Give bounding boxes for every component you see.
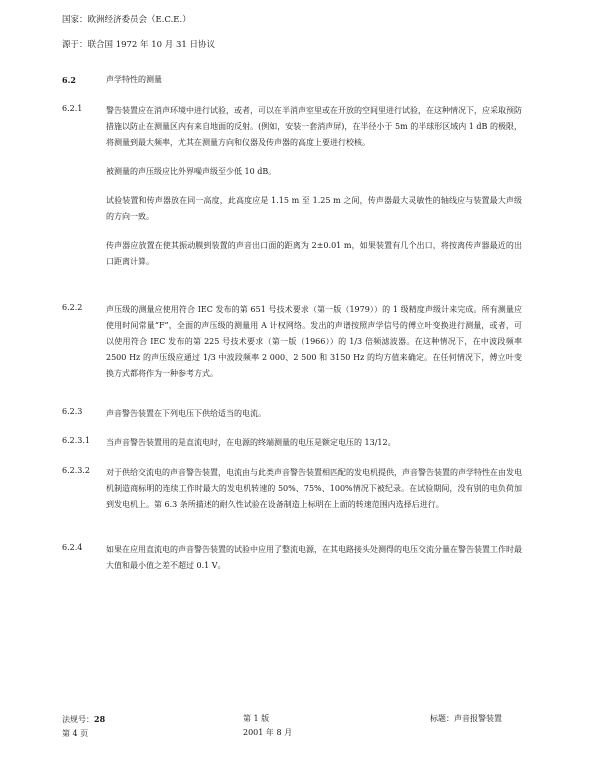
footer-title: 标题：声音报警装置 [430,714,502,723]
footer-reg-line [62,712,105,727]
paragraph: 如果在应用直流电的声音警告装置的试验中应用了整流电源，在其电路接头处测得的电压交流分量在警告装置工作时最大值和最小值之差不超过 0.1 V。 [106,545,522,570]
footer-reg-number: 28 [94,714,106,724]
paragraph: 传声器应放置在使其振动膜到装置的声音出口面的距离为 2±0.01 m，如果装置有几个出口，将按离传声器最近的出口距离计算。 [106,241,522,266]
paragraph: 声音警告装置在下列电压下供给适当的电流。 [106,409,266,418]
section-body [106,302,522,395]
paragraph: 声压级的测量应使用符合 IEC 发布的第 651 号技术要求（第一版（1979））的 1 级精度声级计来完成。所有测量应使用时间常量“F”，全面的声压级的测量用 A 计权网络。发出的声谱按照声学信号的傅立叶变换进行测量，或者，可以使用符合 IEC 发布的第 225 号技术要求（第一版（1966））的 1/3 倍频滤波器。在这种情况下，在中波段频率 2500 Hz 的声压级应通过 1/3 中波段频率 2 000、2 500 和 3150 Hz 的均方值来确定。在任何情况下，傅立叶变换方式都将作为一种参考方式。 [106,305,522,378]
section-number: 6.2.3.2 [62,466,90,475]
footer-left [62,712,105,741]
section-number: 6.2.3 [62,407,83,416]
paragraph: 试验装置和传声器放在同一高度，此高度应是 1.15 m 至 1.25 m 之间，传声器最大灵敏性的轴线应与装置最大声级的方向一致。 [106,196,522,221]
footer-date: 2001 年 8 月 [243,728,293,737]
header-country: 国家：欧洲经济委员会（E.C.E.） [62,15,191,25]
section-body [106,465,522,526]
header-source: 源于：联合国 1972 年 10 月 31 日协议 [62,40,215,50]
section-number: 6.2.1 [62,104,83,113]
section-number: 6.2.3.1 [62,436,90,445]
section-body [106,103,522,283]
footer-page: 第 4 页 [62,729,89,738]
footer-reg-label: 法规号： [62,715,94,724]
section-body [106,406,522,435]
paragraph: 当声音警告装置用的是直流电时，在电源的终端测量的电压是额定电压的 13/12。 [106,438,396,447]
footer-center [243,712,292,740]
section-number: 6.2.4 [62,543,83,552]
section-body [106,542,522,587]
section-title: 声学特性的测量 [106,75,162,84]
paragraph: 警告装置应在消声环境中进行试验，或者，可以在半消声室里或在开放的空间里进行试验，在这种情况下，应采取预防措施以防止在测量区内有来自地面的反射。(例如，安装一套消声屏)，在半径小于 5m 的半球形区域内 1 dB 的极限，将测量到最大频率，尤其在测量方向和仪器及传声器的高度上要进行校核。 [106,106,522,147]
section-number: 6.2 [62,75,76,85]
section-number: 6.2.2 [62,303,83,312]
paragraph: 对于供给交流电的声音警告装置，电流由与此类声音警告装置相匹配的发电机提供，声音警告装置的声学特性在由发电机制造商标明的连续工作时最大的发电机转速的 50%、75%、100%情况下被纪录。在试验期间，没有别的电负荷加到发电机上。第 6.3 条所描述的耐久性试验在设备制造上标明在上面的转速范围内选择后进行。 [106,468,522,509]
footer-edition: 第 1 版 [243,714,270,723]
paragraph: 被测量的声压级应比外界噪声级至少低 10 dB。 [106,167,277,176]
section-body [106,435,522,464]
